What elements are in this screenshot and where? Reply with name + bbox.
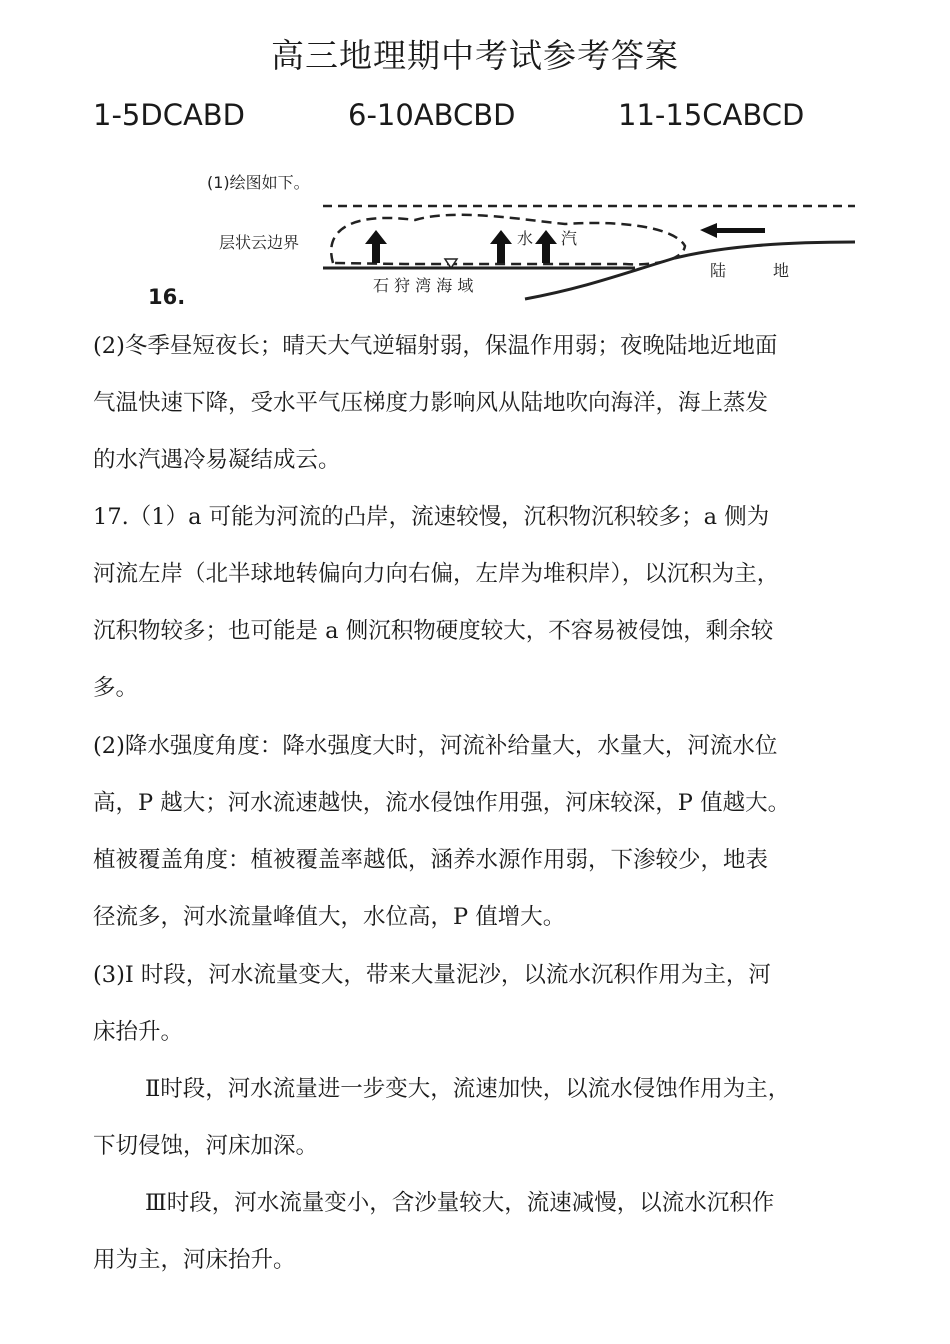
text-line: (2)降水强度角度：降水强度大时，河流补给量大，水量大，河流水位	[93, 733, 778, 759]
land-breeze-arrow	[700, 223, 765, 238]
page-title: 高三地理期中考试参考答案	[271, 36, 679, 75]
q17-part2	[93, 718, 863, 946]
text-line: Ⅱ时段，河水流量进一步变大，流速加快，以流水侵蚀作用为主，	[145, 1076, 791, 1102]
text-line: 的水汽遇冷易凝结成云。	[93, 447, 341, 473]
text-line: (3)I 时段，河水流量变大，带来大量泥沙，以流水沉积作用为主，河	[93, 962, 771, 988]
text-line: 径流多，河水流量峰值大，水位高，P 值增大。	[93, 904, 566, 930]
text-line: 植被覆盖角度：植被覆盖率越低，涵养水源作用弱，下渗较少，地表	[93, 847, 769, 873]
cloud-diagram	[205, 168, 880, 313]
answer-key-11-15: 11-15CABCD	[618, 98, 805, 132]
text-line: 多。	[93, 675, 139, 701]
text-line: (2)冬季昼短夜长；晴天大气逆辐射弱，保温作用弱；夜晚陆地近地面	[93, 333, 778, 359]
answer-key-6-10: 6-10ABCBD	[348, 98, 516, 132]
question-16-number: 16.	[148, 285, 186, 309]
text-line: 河流左岸（北半球地转偏向力向右偏，左岸为堆积岸），以沉积为主，	[93, 561, 780, 587]
text-line: Ⅲ时段，河水流量变小，含沙量较大，流速减慢，以流水沉积作	[145, 1190, 775, 1216]
text-line: 17.（1）a 可能为河流的凸岸，流速较慢，沉积物沉积较多；a 侧为	[93, 504, 770, 530]
updraft-arrow-3	[535, 230, 557, 263]
cloud-boundary-label: 层状云边界	[219, 233, 300, 252]
answer-key-1-5: 1-5DCABD	[93, 98, 246, 132]
q16-part2	[93, 318, 863, 489]
sea-label: 石 狩 湾 海 域	[373, 276, 474, 295]
q17-part1	[93, 489, 863, 717]
text-line: 床抬升。	[93, 1019, 184, 1045]
vapor-label-1: 水	[517, 229, 534, 248]
vapor-label-2: 汽	[561, 229, 578, 248]
text-line: 高，P 越大；河水流速越快，流水侵蚀作用强，河床较深，P 值越大。	[93, 790, 791, 816]
text-line: 用为主，河床抬升。	[93, 1247, 296, 1273]
text-line: 下切侵蚀，河床加深。	[93, 1133, 319, 1159]
land-label-1: 陆	[710, 261, 727, 280]
text-line: 沉积物较多；也可能是 a 侧沉积物硬度较大，不容易被侵蚀，剩余较	[93, 618, 774, 644]
coastline	[525, 242, 855, 299]
updraft-arrow-1	[365, 230, 387, 263]
updraft-arrow-2	[490, 230, 512, 263]
diagram-caption: (1)绘图如下。	[207, 173, 310, 192]
q17-part3	[93, 947, 863, 1289]
text-line: 气温快速下降，受水平气压梯度力影响风从陆地吹向海洋，海上蒸发	[93, 390, 769, 416]
land-label-2: 地	[773, 261, 790, 280]
